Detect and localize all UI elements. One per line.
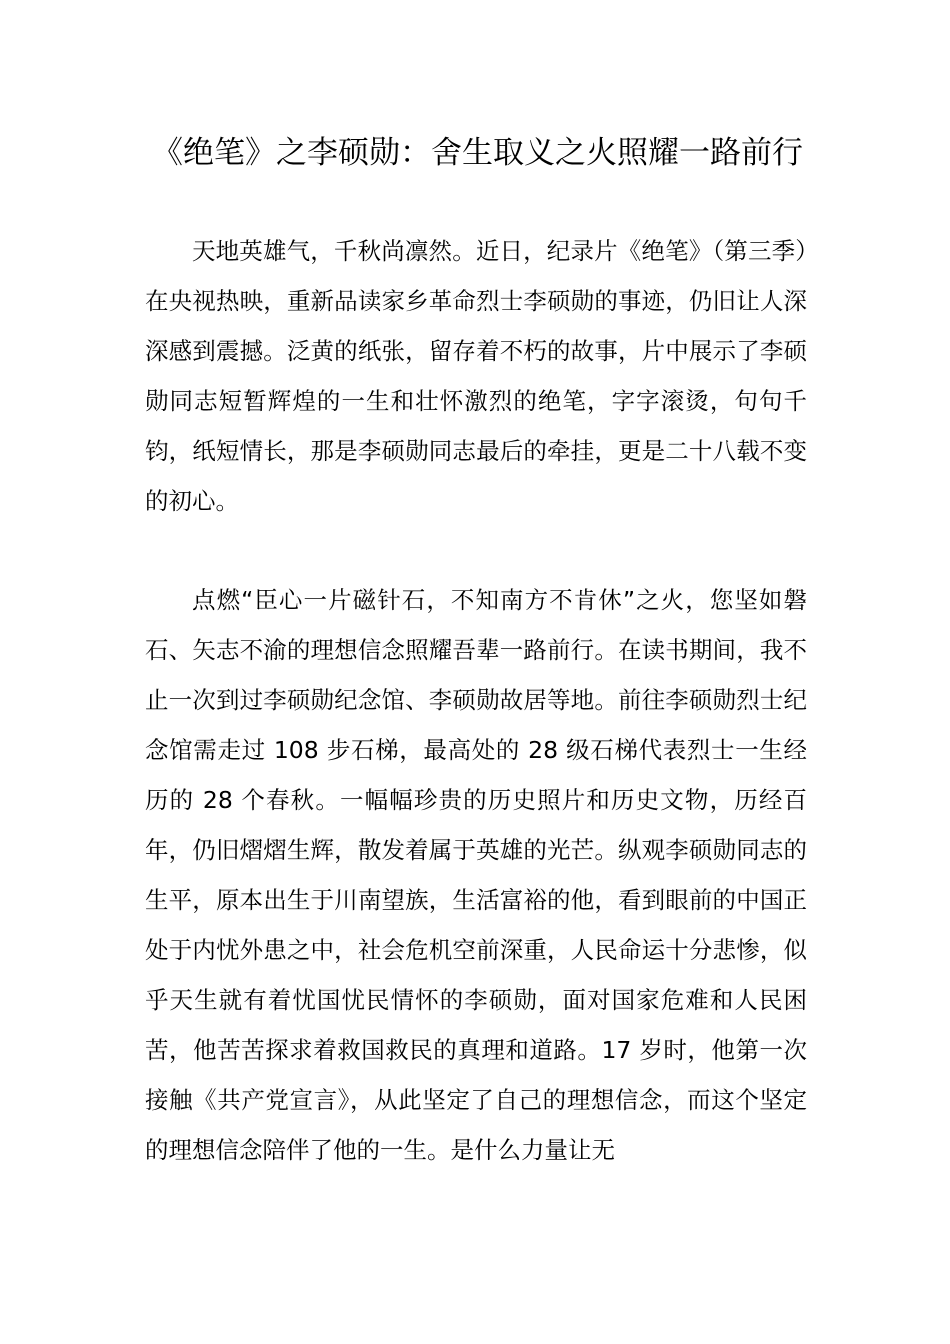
paragraph-2: 点燃“臣心一片磁针石，不知南方不肯休”之火，您坚如磐石、矢志不渝的理想信念照耀吾辈一路前行。在读书期间，我不止一次到过李硕勋纪念馆、李硕勋故居等地。前往李硕勋烈士纪念馆需走过 108 步石梯，最高处的 28 级石梯代表烈士一生经历的 28 个春秋。一幅幅珍贵的历史照片和历史文物，历经百年，仍旧熠熠生辉，散发着属于英雄的光芒。纵观李硕勋同志的生平，原本出生于川南望族，生活富裕的他，看到眼前的中国正处于内忧外患之中，社会危机空前深重，人民命运十分悲惨，似乎天生就有着忧国忧民情怀的李硕勋，面对国家危难和人民困苦，他苦苦探求着救国救民的真理和道路。17 岁时，他第一次接触《共产党宣言》，从此坚定了自己的理想信念，而这个坚定的理想信念陪伴了他的一生。是什么力量让无 xyxy=(145,586,807,1164)
paragraph-1: 天地英雄气，千秋尚凛然。近日，纪录片《绝笔》（第三季）在央视热映，重新品读家乡革命烈士李硕勋的事迹，仍旧让人深深感到震撼。泛黄的纸张，留存着不朽的故事，片中展示了李硕勋同志短暂辉煌的一生和壮怀激烈的绝笔，字字滚烫，句句千钧，纸短情长，那是李硕勋同志最后的牵挂，更是二十八载不变的初心。 xyxy=(145,237,807,515)
document-title: 《绝笔》之李硕勋：舍生取义之火照耀一路前行 xyxy=(152,135,803,171)
